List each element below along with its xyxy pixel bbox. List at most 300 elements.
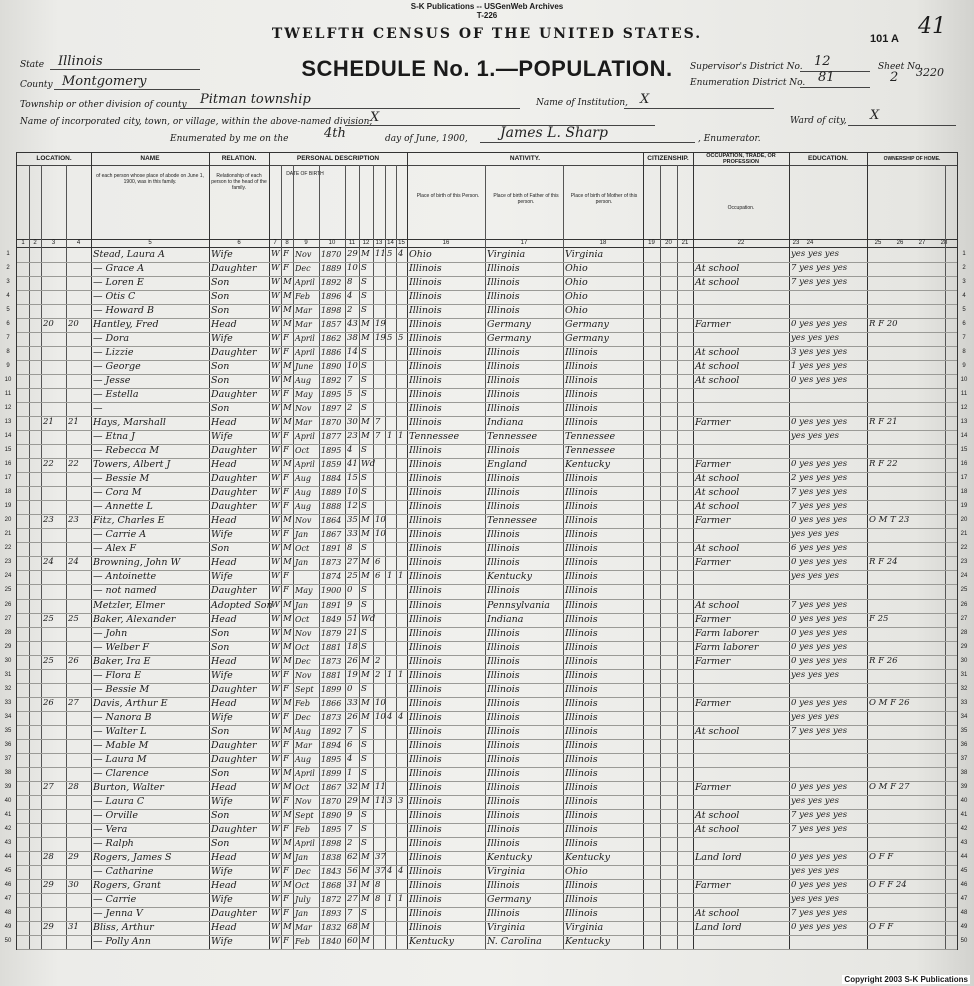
- cell-age: 10: [347, 487, 358, 498]
- cell-occ: At school: [695, 263, 740, 275]
- cell-name: — Vera: [93, 823, 128, 835]
- cell-pob: Illinois: [409, 543, 442, 555]
- cell-yrs: 7: [375, 417, 381, 428]
- cell-race: W: [271, 711, 280, 722]
- line-number: 18: [4, 489, 12, 496]
- occupation-column-header: Occupation.: [727, 205, 755, 211]
- cell-fpob: Illinois: [487, 501, 520, 513]
- line-number: 24: [4, 573, 12, 580]
- cell-pob: Illinois: [409, 333, 442, 345]
- cell-fpob: Germany: [487, 893, 531, 905]
- cell-rel: Daughter: [211, 823, 257, 835]
- cell-mar: S: [361, 501, 367, 512]
- line-number: 44: [4, 853, 12, 860]
- cell-age: 30: [347, 417, 358, 428]
- line-number-right: 21: [960, 531, 968, 538]
- cell-yrs: 8: [375, 879, 381, 890]
- ward-underline: [848, 124, 956, 126]
- cell-name: Metzler, Elmer: [93, 599, 165, 611]
- cell-pob: Illinois: [409, 879, 442, 891]
- cell-edu: 0 yes yes yes: [791, 613, 848, 624]
- cell-rel: Daughter: [211, 585, 257, 597]
- cell-rel: Wife: [211, 431, 233, 443]
- cell-fam: 20: [68, 319, 79, 330]
- cell-mar: S: [361, 837, 367, 848]
- cell-fpob: Illinois: [487, 907, 520, 919]
- cell-name: — Howard B: [93, 305, 154, 317]
- cell-name: — Ralph: [93, 837, 134, 849]
- cell-occ: At school: [695, 907, 740, 919]
- cell-race: W: [271, 403, 280, 414]
- cell-mar: S: [361, 305, 367, 316]
- cell-race: W: [271, 263, 280, 274]
- cell-occ: At school: [695, 347, 740, 359]
- cell-fpob: Illinois: [487, 361, 520, 373]
- cell-edu: 2 yes yes yes: [791, 473, 848, 484]
- cell-fpob: Illinois: [487, 795, 520, 807]
- cell-age: 62: [347, 851, 358, 862]
- cell-edu: 0 yes yes yes: [791, 375, 848, 386]
- cell-fpob: Illinois: [487, 263, 520, 275]
- cell-occ: Farm laborer: [695, 627, 759, 639]
- cell-fpob: Illinois: [487, 627, 520, 639]
- cell-fpob: Illinois: [487, 697, 520, 709]
- cell-pob: Illinois: [409, 725, 442, 737]
- cell-pob: Illinois: [409, 403, 442, 415]
- cell-dw: 21: [43, 417, 54, 428]
- cell-mpob: Tennessee: [565, 431, 616, 443]
- cell-race: W: [271, 571, 280, 582]
- cell-race: W: [271, 683, 280, 694]
- cell-sex: M: [283, 809, 292, 820]
- cell-year: 1881: [321, 670, 342, 680]
- column-number: 25: [874, 240, 882, 246]
- line-number-right: 28: [960, 629, 968, 636]
- cell-rel: Son: [211, 641, 230, 653]
- cell-name: — Bessie M: [93, 473, 150, 485]
- cell-month: Aug: [295, 502, 312, 512]
- enumerator-name: James L. Sharp: [500, 125, 608, 141]
- cell-fpob: Illinois: [487, 739, 520, 751]
- cell-yrs: 11: [375, 795, 386, 806]
- cell-name: Stead, Laura A: [93, 249, 165, 260]
- cell-pob: Tennessee: [409, 431, 460, 443]
- cell-mpob: Illinois: [565, 753, 598, 765]
- cell-mar: M: [361, 921, 370, 932]
- cell-month: July: [295, 894, 311, 904]
- cell-month: Jan: [295, 908, 309, 918]
- cell-age: 18: [347, 641, 358, 652]
- cell-occ: Farmer: [695, 417, 731, 429]
- cell-own: F 25: [869, 613, 889, 624]
- cell-month: April: [295, 838, 315, 848]
- cell-month: Dec: [295, 264, 311, 274]
- cell-mpob: Germany: [565, 333, 609, 345]
- cell-sex: M: [283, 403, 292, 414]
- cell-mar: S: [361, 389, 367, 400]
- column-number: 2: [33, 240, 37, 246]
- line-number-right: 13: [960, 419, 968, 426]
- cell-month: Nov: [295, 250, 312, 259]
- supervisor-value: 12: [814, 54, 831, 69]
- cell-dw: 23: [43, 515, 54, 526]
- cell-year: 1879: [321, 628, 342, 638]
- cell-rel: Son: [211, 627, 230, 639]
- line-number: 48: [4, 909, 12, 916]
- line-number-right: 26: [960, 601, 968, 608]
- cell-liv: 1: [398, 571, 404, 582]
- cell-yrs: 6: [375, 557, 381, 568]
- line-number-right: 36: [960, 741, 968, 748]
- cell-fam: 28: [68, 781, 79, 792]
- cell-race: W: [271, 557, 280, 568]
- cell-mar: S: [361, 725, 367, 736]
- county-value: Montgomery: [62, 74, 147, 89]
- cell-pob: Illinois: [409, 319, 442, 331]
- cell-own: O M T 23: [869, 515, 910, 526]
- line-number-right: 1: [962, 251, 966, 257]
- cell-rel: Wife: [211, 669, 233, 681]
- cell-sex: M: [283, 375, 292, 386]
- cell-mpob: Illinois: [565, 473, 598, 485]
- cell-fam: 26: [68, 655, 79, 666]
- cell-mpob: Illinois: [565, 403, 598, 415]
- cell-race: W: [271, 389, 280, 400]
- cell-sex: F: [283, 739, 289, 750]
- cell-name: — Carrie A: [93, 529, 147, 541]
- section-rule: [407, 153, 408, 949]
- cell-mar: M: [361, 711, 370, 722]
- cell-mpob: Illinois: [565, 627, 598, 639]
- cell-occ: Farmer: [695, 319, 731, 331]
- cell-name: — Laura C: [93, 795, 145, 807]
- column-number: 7: [273, 240, 277, 246]
- line-number: 41: [4, 811, 12, 818]
- cell-liv: 4: [398, 249, 404, 259]
- cell-month: Oct: [295, 614, 310, 624]
- cell-sex: M: [283, 851, 292, 862]
- cell-rel: Head: [211, 655, 237, 667]
- cell-mpob: Tennessee: [565, 445, 616, 457]
- cell-race: W: [271, 879, 280, 890]
- cell-dw: 29: [43, 879, 54, 890]
- cell-pob: Illinois: [409, 753, 442, 765]
- cell-edu: 0 yes yes yes: [791, 459, 848, 470]
- cell-year: 1868: [321, 880, 342, 890]
- line-number: 8: [6, 349, 10, 356]
- cell-year: 1892: [321, 726, 342, 736]
- cell-occ: At school: [695, 823, 740, 835]
- cell-year: 1873: [321, 558, 342, 568]
- cell-month: Oct: [295, 782, 310, 792]
- cell-rel: Son: [211, 375, 230, 387]
- cell-mar: M: [361, 865, 370, 876]
- cell-pob: Illinois: [409, 571, 442, 583]
- cell-rel: Head: [211, 851, 237, 863]
- cell-rel: Daughter: [211, 753, 257, 765]
- line-number: 3: [6, 279, 10, 286]
- line-number: 10: [4, 377, 12, 384]
- cell-edu: 7 yes yes yes: [791, 809, 848, 820]
- cell-fpob: Illinois: [487, 669, 520, 681]
- line-number: 27: [4, 615, 12, 622]
- cell-month: Sept: [295, 684, 314, 694]
- state-label: State: [20, 60, 45, 70]
- cell-mpob: Germany: [565, 319, 609, 331]
- line-number-right: 48: [960, 909, 968, 916]
- cell-yrs: 19: [375, 333, 386, 344]
- cell-pob: Illinois: [409, 389, 442, 401]
- cell-sex: F: [283, 571, 289, 582]
- cell-name: — Mable M: [93, 739, 149, 751]
- line-number: 23: [4, 559, 12, 566]
- cell-year: 1843: [321, 866, 342, 876]
- cell-sex: M: [283, 655, 292, 666]
- cell-sex: M: [283, 627, 292, 638]
- cell-occ: Farmer: [695, 515, 731, 527]
- table-row-rule: [17, 949, 957, 950]
- line-number: 7: [6, 335, 10, 342]
- line-number-right: 38: [960, 769, 968, 776]
- cell-mar: S: [361, 473, 367, 484]
- cell-mar: S: [361, 767, 367, 778]
- cell-age: 9: [347, 809, 353, 820]
- cell-name: — Flora E: [93, 669, 142, 681]
- cell-rel: Wife: [211, 529, 233, 541]
- cell-mpob: Illinois: [565, 669, 598, 681]
- cell-mar: S: [361, 291, 367, 302]
- cell-age: 60: [347, 935, 358, 946]
- cell-fpob: England: [487, 459, 528, 471]
- cell-year: 1877: [321, 432, 342, 442]
- cell-year: 1900: [321, 586, 342, 596]
- cell-rel: Daughter: [211, 501, 257, 513]
- line-number-right: 19: [960, 503, 968, 510]
- section-education: EDUCATION.: [789, 153, 868, 165]
- line-number-right: 45: [960, 867, 968, 874]
- cell-edu: yes yes yes: [791, 249, 839, 259]
- cell-fpob: Illinois: [487, 655, 520, 667]
- cell-pob: Illinois: [409, 907, 442, 919]
- cell-month: April: [295, 278, 315, 288]
- cell-year: 1849: [321, 614, 342, 624]
- cell-rel: Son: [211, 277, 230, 289]
- cell-fam: 23: [68, 515, 79, 526]
- enumeration-underline: [800, 86, 870, 88]
- column-number: 26: [896, 240, 904, 246]
- cell-mar: S: [361, 739, 367, 750]
- line-number: 43: [4, 839, 12, 846]
- cell-edu: yes yes yes: [791, 571, 839, 582]
- cell-race: W: [271, 837, 280, 848]
- cell-edu: 0 yes yes yes: [791, 557, 848, 568]
- cell-own: O F F 24: [869, 879, 907, 890]
- line-number: 42: [4, 825, 12, 832]
- cell-race: W: [271, 613, 280, 624]
- cell-sex: M: [283, 697, 292, 708]
- line-number-right: 46: [960, 881, 968, 888]
- line-number-right: 42: [960, 825, 968, 832]
- line-number: 25: [4, 587, 12, 594]
- cell-occ: Farmer: [695, 781, 731, 793]
- cell-sex: F: [283, 431, 289, 442]
- cell-year: 1889: [321, 488, 342, 498]
- cell-rel: Son: [211, 403, 230, 415]
- line-number: 40: [4, 797, 12, 804]
- cell-name: — Annette L: [93, 501, 153, 513]
- column-number: 19: [648, 240, 655, 246]
- cell-age: 12: [347, 501, 358, 512]
- cell-month: Oct: [295, 544, 310, 554]
- cell-pob: Illinois: [409, 613, 442, 625]
- cell-year: 1873: [321, 656, 342, 666]
- cell-edu: yes yes yes: [791, 669, 839, 680]
- handwritten-page-number: 41: [918, 14, 946, 39]
- section-ownership: OWNERSHIP OF HOME.: [883, 156, 941, 162]
- cell-fpob: Germany: [487, 333, 531, 345]
- cell-rel: Son: [211, 767, 230, 779]
- cell-dw: 29: [43, 921, 54, 932]
- city-label: Name of incorporated city, town, or village, within the above-named division,: [20, 117, 373, 127]
- cell-mar: S: [361, 277, 367, 288]
- cell-fpob: Illinois: [487, 683, 520, 695]
- cell-month: Aug: [295, 488, 312, 498]
- cell-edu: 0 yes yes yes: [791, 851, 848, 862]
- cell-sex: M: [283, 417, 292, 428]
- cell-fpob: Illinois: [487, 725, 520, 737]
- cell-name: — Dora: [93, 333, 130, 345]
- cell-month: Oct: [295, 880, 310, 890]
- line-number-right: 18: [960, 489, 968, 496]
- cell-month: April: [295, 768, 315, 778]
- cell-name: — Welber F: [93, 641, 150, 653]
- section-relation: RELATION.: [209, 153, 270, 165]
- cell-sex: F: [283, 487, 289, 498]
- cell-edu: yes yes yes: [791, 795, 839, 806]
- section-personal-description: PERSONAL DESCRIPTION: [269, 153, 408, 165]
- cell-fpob: Indiana: [487, 417, 524, 429]
- cell-race: W: [271, 515, 280, 526]
- line-number: 1: [6, 251, 10, 257]
- cell-pob: Illinois: [409, 375, 442, 387]
- cell-pob: Illinois: [409, 767, 442, 779]
- cell-yrs: 2: [375, 669, 381, 680]
- cell-rel: Son: [211, 809, 230, 821]
- cell-pob: Illinois: [409, 263, 442, 275]
- cell-mar: M: [361, 697, 370, 708]
- cell-year: 1890: [321, 810, 342, 820]
- institution-label: Name of Institution,: [536, 98, 629, 108]
- cell-year: 1870: [321, 250, 342, 259]
- cell-year: 1896: [321, 292, 342, 302]
- column-number: 23: [792, 240, 800, 246]
- cell-sex: F: [283, 907, 289, 918]
- cell-fpob: Illinois: [487, 389, 520, 401]
- cell-name: — Grace A: [93, 263, 145, 275]
- cell-name: — Etna J: [93, 431, 135, 443]
- line-number-right: 39: [960, 783, 968, 790]
- line-number: 32: [4, 685, 12, 692]
- cell-rel: Head: [211, 557, 237, 569]
- cell-year: 1898: [321, 306, 342, 316]
- cell-fpob: Illinois: [487, 543, 520, 555]
- cell-mar: S: [361, 403, 367, 414]
- cell-name: Hays, Marshall: [93, 417, 166, 429]
- cell-mar: S: [361, 585, 367, 596]
- cell-liv: 1: [398, 669, 404, 680]
- cell-dw: 24: [43, 557, 54, 568]
- cell-name: —: [93, 403, 103, 415]
- cell-sex: M: [283, 305, 292, 316]
- cell-sex: M: [283, 725, 292, 736]
- cell-rel: Head: [211, 459, 237, 471]
- cell-name: — Rebecca M: [93, 445, 160, 457]
- cell-age: 6: [347, 739, 353, 750]
- enumerated-day: 4th: [324, 126, 346, 141]
- cell-mpob: Ohio: [565, 263, 588, 275]
- section-nativity: NATIVITY.: [407, 153, 644, 165]
- cell-race: W: [271, 249, 280, 259]
- cell-month: Nov: [295, 796, 312, 806]
- cell-name: — Antoinette: [93, 571, 157, 583]
- line-number: 31: [4, 671, 12, 678]
- cell-month: Mar: [295, 306, 312, 316]
- cell-month: Nov: [295, 404, 312, 414]
- cell-race: W: [271, 809, 280, 820]
- cell-sex: F: [283, 501, 289, 512]
- cell-pob: Illinois: [409, 557, 442, 569]
- cell-mar: S: [361, 641, 367, 652]
- cell-ch: 1: [387, 571, 393, 582]
- cell-sex: M: [283, 515, 292, 526]
- cell-age: 7: [347, 725, 353, 736]
- cell-pob: Illinois: [409, 669, 442, 681]
- cell-sex: F: [283, 669, 289, 680]
- cell-own: R F 24: [869, 557, 898, 568]
- cell-month: Feb: [295, 698, 310, 708]
- line-number: 13: [4, 419, 12, 426]
- cell-fpob: Illinois: [487, 809, 520, 821]
- cell-occ: Farmer: [695, 613, 731, 625]
- cell-pob: Illinois: [409, 865, 442, 877]
- cell-fpob: Tennessee: [487, 515, 538, 527]
- cell-fpob: Illinois: [487, 711, 520, 723]
- cell-mpob: Illinois: [565, 809, 598, 821]
- cell-age: 4: [347, 753, 353, 764]
- cell-pob: Illinois: [409, 445, 442, 457]
- cell-edu: 3 yes yes yes: [791, 347, 848, 358]
- cell-fam: 27: [68, 697, 79, 708]
- line-number-right: 4: [962, 293, 966, 300]
- cell-edu: 7 yes yes yes: [791, 725, 848, 736]
- cell-year: 1899: [321, 684, 342, 694]
- cell-sex: F: [283, 263, 289, 274]
- line-number: 39: [4, 783, 12, 790]
- cell-sex: F: [283, 711, 289, 722]
- cell-edu: yes yes yes: [791, 893, 839, 904]
- line-number-right: 47: [960, 895, 968, 902]
- cell-year: 1895: [321, 390, 342, 400]
- cell-mar: M: [361, 669, 370, 680]
- cell-fpob: Illinois: [487, 375, 520, 387]
- cell-sex: F: [283, 445, 289, 456]
- cell-year: 1894: [321, 740, 342, 750]
- line-number-right: 3: [962, 279, 966, 286]
- line-number: 26: [4, 601, 12, 608]
- cell-age: 14: [347, 347, 358, 358]
- cell-mar: M: [361, 515, 370, 526]
- cell-fpob: Illinois: [487, 753, 520, 765]
